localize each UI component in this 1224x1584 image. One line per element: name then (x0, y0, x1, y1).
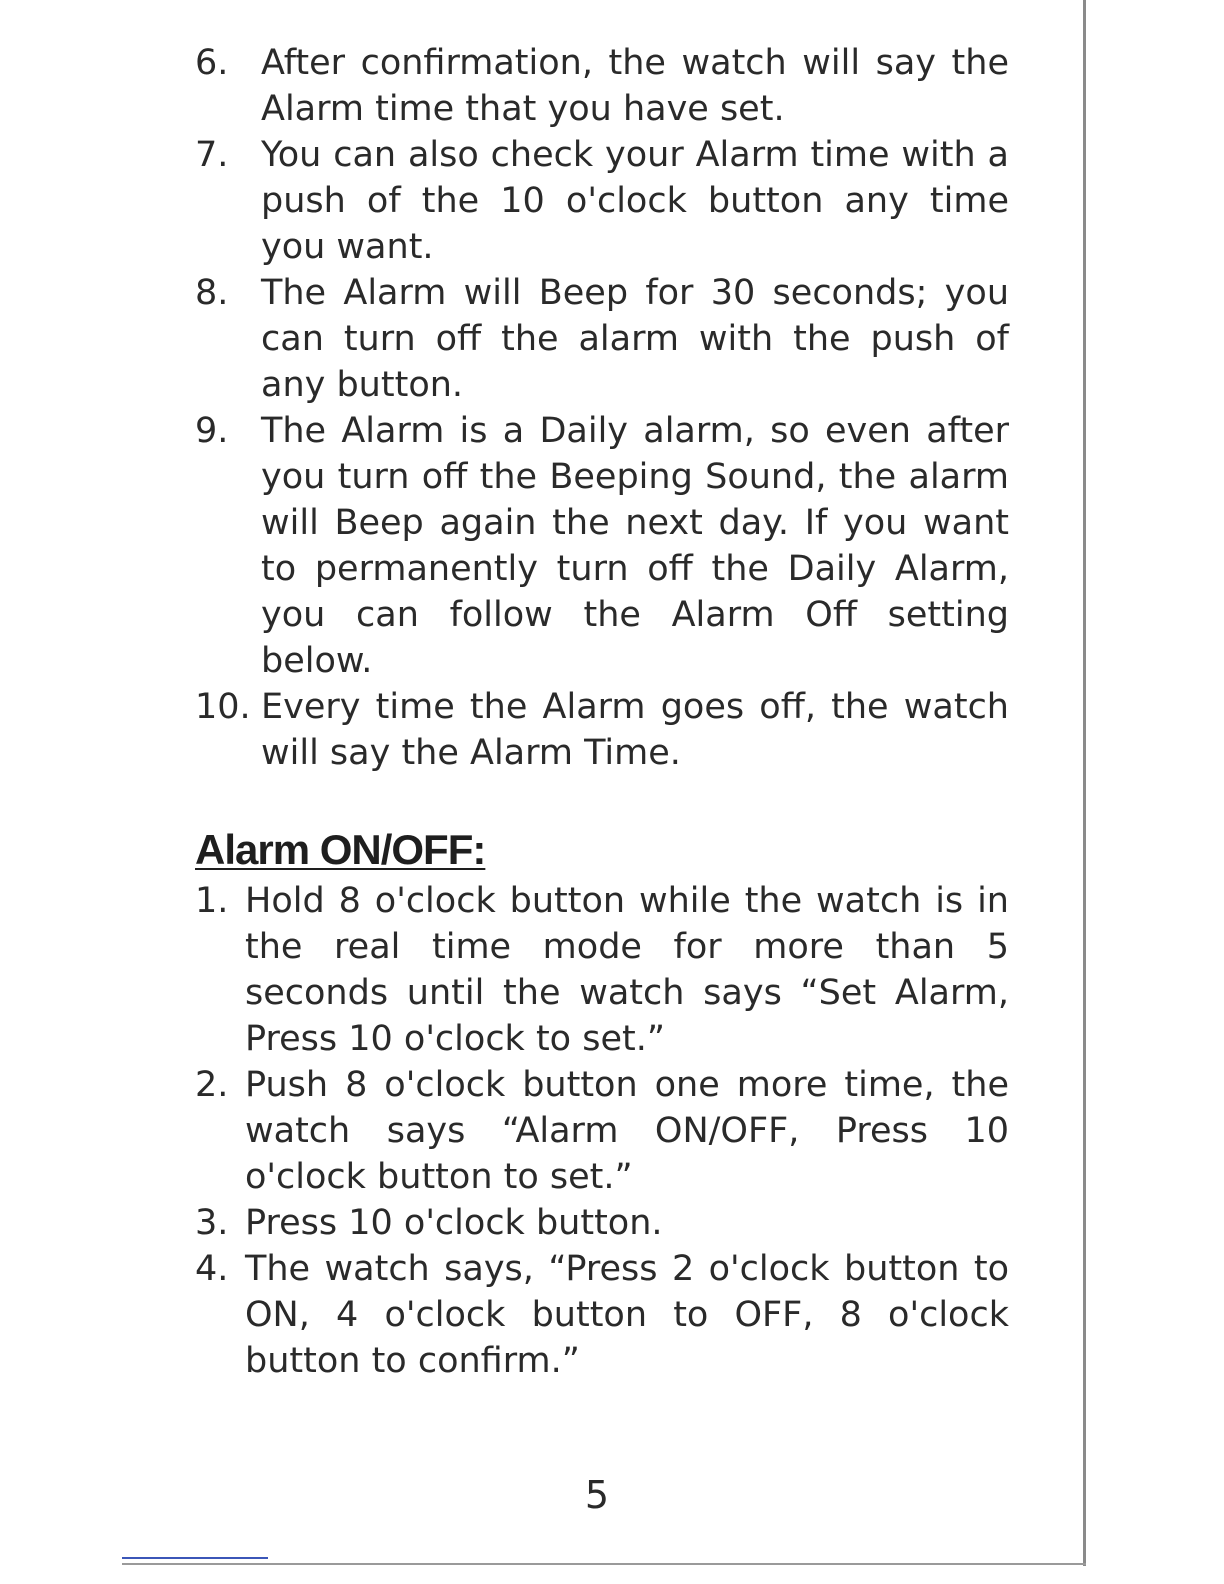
page-bottom-border (122, 1563, 1086, 1565)
list-item (195, 684, 1009, 776)
page-right-border (1083, 0, 1086, 1566)
section-heading-alarm-on-off: Alarm ON/OFF: (195, 826, 486, 873)
step-text: The watch says, “Press 2 o'clock button to ON, 4 o'clock button to OFF, 8 o'clock button to confirm.” (245, 1249, 1009, 1381)
step-text: The Alarm will Beep for 30 seconds; you can turn off the alarm with the push of any button. (261, 273, 1009, 405)
step-number: 8. (195, 273, 229, 313)
list-item (195, 270, 1009, 408)
footer-link-underline (122, 1557, 268, 1559)
list-item (195, 408, 1009, 684)
step-number: 7. (195, 135, 229, 175)
list-item (195, 1062, 1009, 1200)
list-item (195, 878, 1009, 1062)
step-number: 9. (195, 411, 229, 451)
step-text: The Alarm is a Daily alarm, so even after you turn off the Beeping Sound, the alarm will Beep again the next day. If you want to permanently turn off the Daily Alarm, you can follow the Alarm Off setting below. (261, 411, 1009, 681)
list-item (195, 1246, 1009, 1384)
page-content (195, 40, 1009, 1384)
step-number: 6. (195, 43, 229, 83)
step-text: You can also check your Alarm time with a push of the 10 o'clock button any time you want. (261, 135, 1009, 267)
alarm-on-off-steps-list (195, 878, 1009, 1384)
step-number: 3. (195, 1203, 229, 1243)
step-text: Every time the Alarm goes off, the watch will say the Alarm Time. (261, 687, 1009, 773)
list-item (195, 132, 1009, 270)
page-number: 5 (584, 1473, 610, 1517)
step-text: After confirmation, the watch will say the Alarm time that you have set. (261, 43, 1009, 129)
step-number: 2. (195, 1065, 229, 1105)
step-number: 10. (195, 687, 251, 727)
list-item (195, 40, 1009, 132)
step-text: Hold 8 o'clock button while the watch is in the real time mode for more than 5 seconds until the watch says “Set Alarm, Press 10 o'clock to set.” (245, 881, 1009, 1059)
steps-continued-list (195, 40, 1009, 776)
step-text: Press 10 o'clock button. (245, 1203, 663, 1243)
list-item (195, 1200, 1009, 1246)
step-number: 1. (195, 881, 229, 921)
step-number: 4. (195, 1249, 229, 1289)
step-text: Push 8 o'clock button one more time, the watch says “Alarm ON/OFF, Press 10 o'clock button to set.” (245, 1065, 1009, 1197)
